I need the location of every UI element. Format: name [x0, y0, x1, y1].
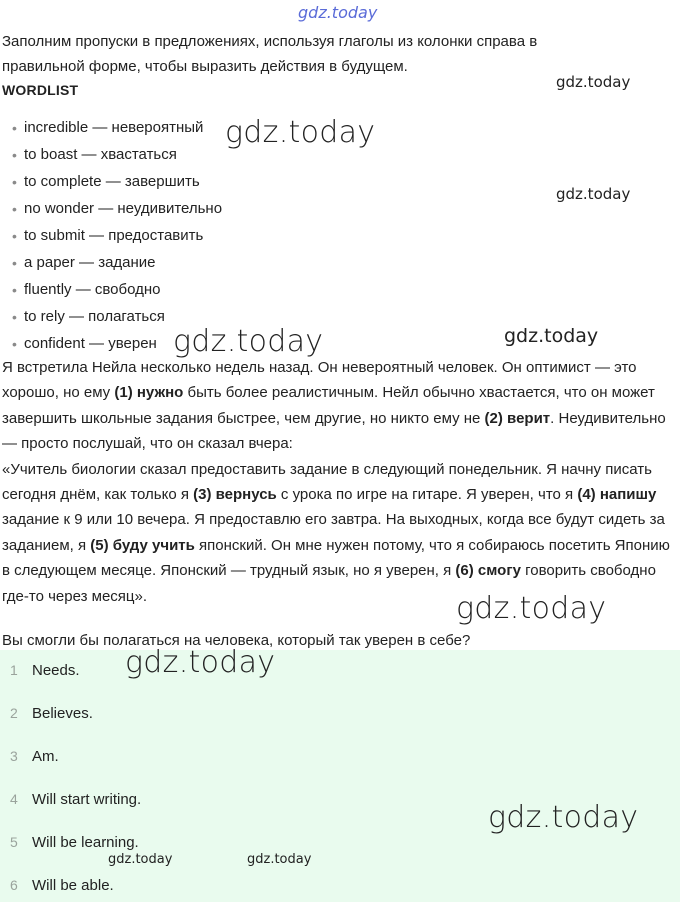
- bullet-icon: •: [12, 174, 17, 190]
- watermark: gdz.today: [173, 324, 324, 359]
- watermark: gdz.today: [556, 185, 631, 203]
- watermark: gdz.today: [225, 115, 376, 150]
- answer-text: Will be learning.: [32, 834, 139, 851]
- bullet-icon: •: [12, 147, 17, 163]
- list-item: • to complete — завершить: [12, 170, 222, 197]
- list-item: • to boast — хвастаться: [12, 143, 222, 170]
- task-intro: Заполним пропуски в предложениях, используя глаголы из колонки справа в правильной форме, чтобы выразить действия в будущем.: [2, 33, 538, 75]
- answer-number: 6: [10, 877, 18, 893]
- answer-text: Am.: [32, 748, 59, 765]
- answer-text: Will start writing.: [32, 791, 142, 808]
- watermark: gdz.today: [488, 800, 639, 835]
- answer-row: [10, 744, 59, 768]
- answer-number: 1: [10, 662, 18, 678]
- answers-panel: [0, 650, 680, 902]
- list-item: • to submit — предоставить: [12, 224, 222, 251]
- answer-row: [10, 787, 141, 811]
- bullet-icon: •: [12, 228, 17, 244]
- wordlist: [12, 116, 222, 359]
- watermark: gdz.today: [504, 325, 599, 347]
- answer-row: [10, 658, 80, 682]
- gap-answer-3: (3) вернусь: [193, 486, 277, 504]
- list-item: • incredible — невероятный: [12, 116, 222, 143]
- answer-number: 4: [10, 791, 18, 807]
- watermark-top: gdz.today: [298, 3, 378, 22]
- bullet-icon: •: [12, 201, 17, 217]
- gap-answer-6: (6) смогу: [455, 562, 521, 580]
- answer-row: [10, 873, 114, 897]
- bullet-icon: •: [12, 309, 17, 325]
- list-item: • confident — уверен: [12, 332, 222, 359]
- watermark: gdz.today: [108, 852, 173, 867]
- story-text: [2, 355, 678, 609]
- gap-answer-1: (1) нужно: [114, 384, 184, 402]
- answer-text: Needs.: [32, 662, 80, 679]
- answer-number: 2: [10, 705, 18, 721]
- question-text: Вы смогли бы полагаться на человека, который так уверен в себе?: [2, 632, 471, 649]
- bullet-icon: •: [12, 336, 17, 352]
- bullet-icon: •: [12, 282, 17, 298]
- list-item: • to rely — полагаться: [12, 305, 222, 332]
- answer-row: [10, 830, 139, 854]
- list-item: • no wonder — неудивительно: [12, 197, 222, 224]
- watermark: gdz.today: [125, 645, 276, 680]
- answer-row: [10, 701, 93, 725]
- answer-text: Believes.: [32, 705, 93, 722]
- watermark: gdz.today: [456, 591, 607, 626]
- gap-answer-5: (5) буду учить: [90, 536, 195, 554]
- list-item: • fluently — свободно: [12, 278, 222, 305]
- bullet-icon: •: [12, 255, 17, 271]
- answer-text: Will be able.: [32, 877, 114, 894]
- gap-answer-4: (4) напишу: [577, 486, 657, 504]
- answer-number: 3: [10, 748, 18, 764]
- watermark: gdz.today: [247, 852, 312, 867]
- bullet-icon: •: [12, 120, 17, 136]
- gap-answer-2: (2) верит: [484, 409, 551, 427]
- watermark: gdz.today: [556, 73, 631, 91]
- list-item: • a paper — задание: [12, 251, 222, 278]
- story-paragraph-2: «Учитель биологии сказал предоставить задание в следующий понедельник. Я начну писать сегодня днём, как только я (3) вернусь с урока по игре на гитаре. Я уверен, что я (4) напишу задание к 9 или 10 вечера. Я предоставлю его завтра. На выходных, когда все будут сидеть за заданием, я (5) буду учить японский. Он мне нужен потому, что я собираюсь посетить Японию в следующем месяце. Японский — трудный язык, но я уверен, я (6) смогу говорить свободно где-то через месяц».: [2, 460, 670, 605]
- wordlist-title: WORDLIST: [2, 82, 79, 98]
- story-paragraph-1: Я встретила Нейла несколько недель назад. Он невероятный человек. Он оптимист — это хорошо, но ему (1) нужно быть более реалистичным. Нейл обычно хвастается, что он может завершить школьные задания быстрее, чем другие, но никто ему не (2) верит. Неудивительно — просто послушай, что он сказал вчера:: [2, 359, 666, 453]
- answer-number: 5: [10, 834, 18, 850]
